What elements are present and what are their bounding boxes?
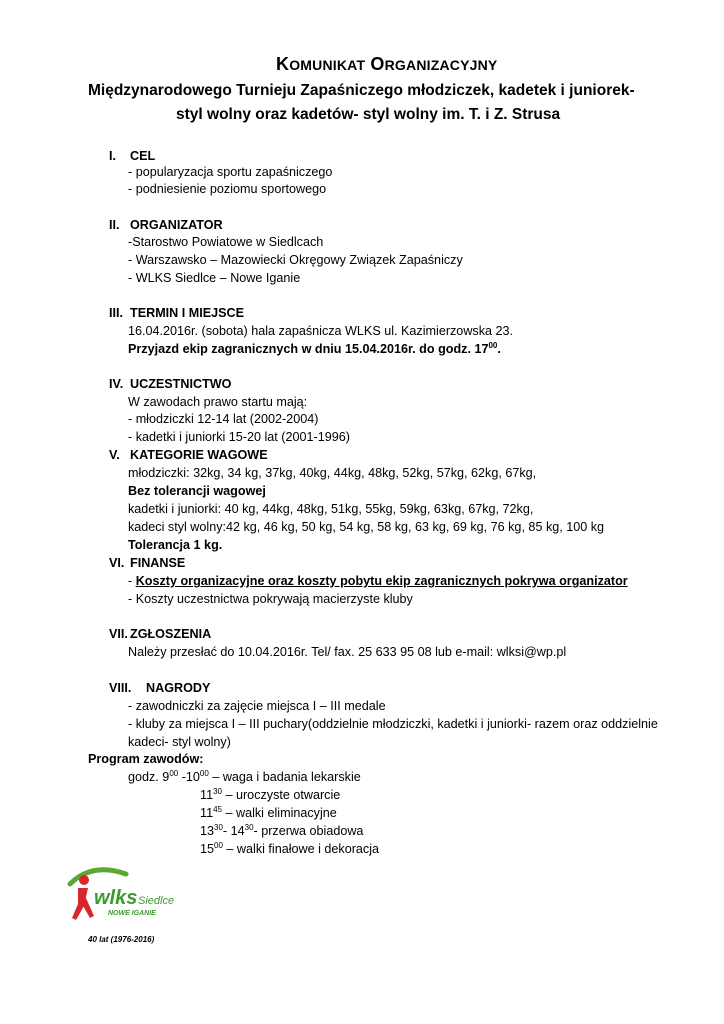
finance-line-1: - Koszty organizacyjne oraz koszty pobytu ekip zagranicznych pokrywa organizator xyxy=(128,574,628,588)
weight-line-kadeci: kadeci styl wolny:42 kg, 46 kg, 50 kg, 54 kg, 58 kg, 63 kg, 69 kg, 76 kg, 85 kg, 100 kg xyxy=(128,520,605,534)
document-title: KOMUNIKAT ORGANIZACYJNY xyxy=(276,54,498,74)
section-number: III. xyxy=(109,306,123,320)
wlks-logo xyxy=(64,858,174,928)
finance-line-2: - Koszty uczestnictwa pokrywają macierzyste kluby xyxy=(128,592,413,606)
weight-note: Bez tolerancji wagowej xyxy=(128,484,266,498)
program-row: $11^{30}$ – uroczyste otwarcie xyxy=(200,787,341,802)
awards-line-3: kadeci- styl wolny) xyxy=(128,735,231,749)
section-title-termin: TERMIN I MIEJSCE xyxy=(130,306,245,320)
section-number: VI. xyxy=(109,556,125,570)
list-item: - młodziczki 12-14 lat (2002-2004) xyxy=(128,412,319,426)
svg-text:wlks: wlks xyxy=(94,887,138,909)
section-title-zgloszenia: ZGŁOSZENIA xyxy=(130,627,212,641)
registration-line: Należy przesłać do 10.04.2016r. Tel/ fax. 25 633 95 08 lub e-mail: wlksi@wp.pl xyxy=(128,645,567,659)
list-item: - Warszawsko – Mazowiecki Okręgowy Związek Zapaśniczy xyxy=(128,253,463,267)
section-title-uczestnictwo: UCZESTNICTWO xyxy=(130,377,232,391)
termin-date-line: 16.04.2016r. (sobota) hala zapaśnicza WLKS ul. Kazimierzowska 23. xyxy=(128,324,514,338)
weight-line-mlodziczki: młodziczki: 32kg, 34 kg, 37kg, 40kg, 44kg, 48kg, 52kg, 57kg, 62kg, 67kg, xyxy=(128,466,537,480)
section-title-organizator: ORGANIZATOR xyxy=(130,218,223,232)
svg-text:Siedlce: Siedlce xyxy=(138,895,174,907)
section-title-kategorie: KATEGORIE WAGOWE xyxy=(130,448,268,462)
program-row: $13^{30}-$ $14^{30}-$ przerwa obiadowa xyxy=(200,823,364,838)
list-item: - kadetki i juniorki 15-20 lat (2001-1996) xyxy=(128,430,350,444)
section-number: IV. xyxy=(109,377,124,391)
program-row: godz. $9^{00}$ $-10^{00}$ – waga i badania lekarskie xyxy=(128,769,361,784)
section-title-nagrody: NAGRODY xyxy=(146,681,211,695)
document-subtitle-line2: styl wolny oraz kadetów- styl wolny im. T. i Z. Strusa xyxy=(176,106,561,123)
section-number: VII. xyxy=(109,627,128,641)
document-subtitle-line1: Międzynarodowego Turnieju Zapaśniczego młodziczek, kadetek i juniorek- xyxy=(88,82,635,99)
svg-text:NOWE IGANIE: NOWE IGANIE xyxy=(108,910,156,917)
section-number: VIII. xyxy=(109,681,132,695)
program-title: Program zawodów: xyxy=(88,752,204,766)
list-item: - WLKS Siedlce – Nowe Iganie xyxy=(128,271,301,285)
section-number: I. xyxy=(109,149,116,163)
program-row: $15^{00}$ – walki finałowe i dekoracja xyxy=(200,841,380,856)
list-item: - podniesienie poziomu sportowego xyxy=(128,182,327,196)
weight-tolerance: Tolerancja 1 kg. xyxy=(128,538,223,552)
list-item: W zawodach prawo startu mają: xyxy=(128,395,308,409)
list-item: -Starostwo Powiatowe w Siedlcach xyxy=(128,235,324,249)
section-number: V. xyxy=(109,448,120,462)
section-title-finanse: FINANSE xyxy=(130,556,186,570)
program-row: $11^{45}$ – walki eliminacyjne xyxy=(200,805,337,820)
anniversary-caption: 40 lat (1976-2016) xyxy=(88,935,155,944)
awards-line-1: - zawodniczki za zajęcie miejsca I – III medale xyxy=(128,699,386,713)
section-number: II. xyxy=(109,218,120,232)
awards-line-2: - kluby za miejsca I – III puchary(oddzielnie młodziczki, kadetki i juniorki- razem oraz oddzielnie xyxy=(128,717,658,731)
weight-line-juniorki: kadetki i juniorki: 40 kg, 44kg, 48kg, 51kg, 55kg, 59kg, 63kg, 67kg, 72kg, xyxy=(128,502,534,516)
list-item: - popularyzacja sportu zapaśniczego xyxy=(128,165,333,179)
termin-arrival-line: Przyjazd ekip zagranicznych w dniu 15.04.2016r. do godz. $17^{00}$. xyxy=(128,341,501,356)
wlks-logo-graphic xyxy=(64,858,174,928)
section-title-cel: CEL xyxy=(130,149,156,163)
